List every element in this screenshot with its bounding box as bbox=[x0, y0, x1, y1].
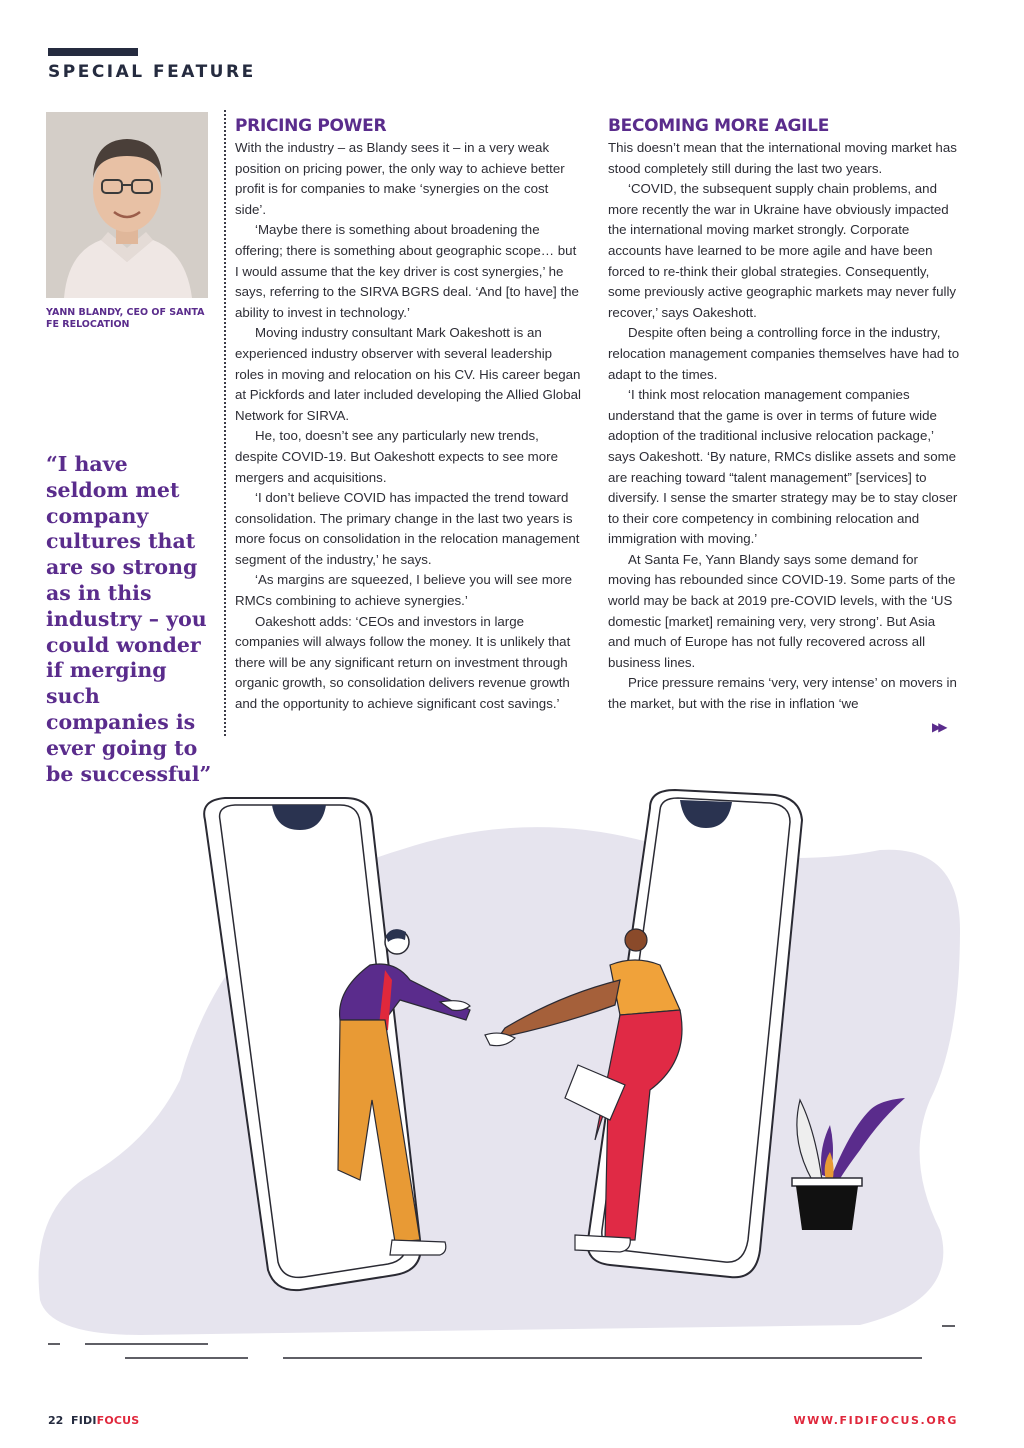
article-column-1 bbox=[235, 116, 581, 715]
section-label: SPECIAL FEATURE bbox=[48, 62, 256, 82]
article-column-2 bbox=[608, 116, 960, 715]
website-link[interactable]: WWW.FIDIFOCUS.ORG bbox=[793, 1414, 958, 1427]
paragraph: At Santa Fe, Yann Blandy says some demand for moving has rebounded since COVID-19. Some parts of the world may be back at 2019 pre-COVID levels, with the ‘US domestic [market] remaining very, very strong’. But Asia and much of Europe has not fully recovered across all business lines. bbox=[608, 551, 956, 670]
paragraph: ‘COVID, the subsequent supply chain problems, and more recently the war in Ukraine have obviously impacted the international moving market strongly. Corporate accounts have learned to be more agile and have been forced to re-think their global strategies. Consequently, some previously active geographic markets may never fully recover,’ says Oakeshott. bbox=[608, 181, 957, 320]
handshake-illustration bbox=[0, 780, 1024, 1380]
paragraph: ‘I don’t believe COVID has impacted the trend toward consolidation. The primary change in the last two years is more focus on consolidation in the relocation management segment of the industry,’ he says. bbox=[235, 490, 580, 567]
paragraph: ‘I think most relocation management companies understand that the game is over in terms of future wide adoption of the traditional inclusive relocation package,’ says Oakeshott. ‘By nature, RMCs dislike assets and some are reaching toward “talent management” [services] to diversify. I sense the smarter strategy may be to stay closer to their core competency in combining relocation and immigration with moving.’ bbox=[608, 387, 958, 547]
column-divider bbox=[224, 110, 226, 736]
column-heading: PRICING POWER bbox=[235, 116, 387, 136]
pull-quote: “I have seldom met company cultures that are so strong as in this industry – you could wonder if merging such companies is ever going to be successful” bbox=[46, 452, 212, 786]
column-heading: BECOMING MORE AGILE bbox=[608, 116, 830, 136]
page-footer-brand bbox=[48, 1414, 139, 1427]
brand-fidi: FIDI bbox=[70, 1414, 97, 1427]
double-arrow-right-icon: ▶▶ bbox=[932, 720, 945, 734]
paragraph: Moving industry consultant Mark Oakeshott is an experienced industry observer with several leadership roles in moving and relocation on his CV. His career began at Pickfords and later included developing the Allied Global Network for SIRVA. bbox=[235, 325, 581, 423]
section-bar bbox=[48, 48, 138, 56]
portrait-photo bbox=[46, 112, 208, 298]
page-number: 22 bbox=[48, 1414, 64, 1427]
paragraph: With the industry – as Blandy sees it – in a very weak position on pricing power, the only way to achieve better profit is for companies to make ‘synergies on the cost side’. bbox=[235, 140, 565, 217]
paragraph: ‘As margins are squeezed, I believe you will see more RMCs combining to achieve synergies.’ bbox=[235, 572, 573, 609]
paragraph: This doesn’t mean that the international moving market has stood completely still during the last two years. bbox=[608, 140, 957, 176]
paragraph: Oakeshott adds: ‘CEOs and investors in large companies will always follow the money. It is unlikely that there will be any significant return on investment through organic growth, so consolidation delivers revenue growth and the opportunity to achieve significant cost savings.’ bbox=[235, 613, 571, 712]
paragraph: Price pressure remains ‘very, very intense’ on movers in the market, but with the rise in inflation ‘we bbox=[608, 675, 957, 712]
paragraph: Despite often being a controlling force in the industry, relocation management companies themselves have had to adapt to the times. bbox=[608, 325, 960, 382]
paragraph: ‘Maybe there is something about broadening the offering; there is something about geographic scope… but I would assume that the key driver is cost synergies,’ he says, referring to the SIRVA BGRS deal. ‘And [to have] the ability to invest in technology.’ bbox=[235, 222, 579, 320]
brand-focus: FOCUS bbox=[96, 1414, 140, 1427]
photo-caption: YANN BLANDY, CEO OF SANTA FE RELOCATION bbox=[46, 307, 205, 330]
paragraph: He, too, doesn’t see any particularly new trends, despite COVID-19. But Oakeshott expects to see more mergers and acquisitions. bbox=[235, 428, 558, 485]
